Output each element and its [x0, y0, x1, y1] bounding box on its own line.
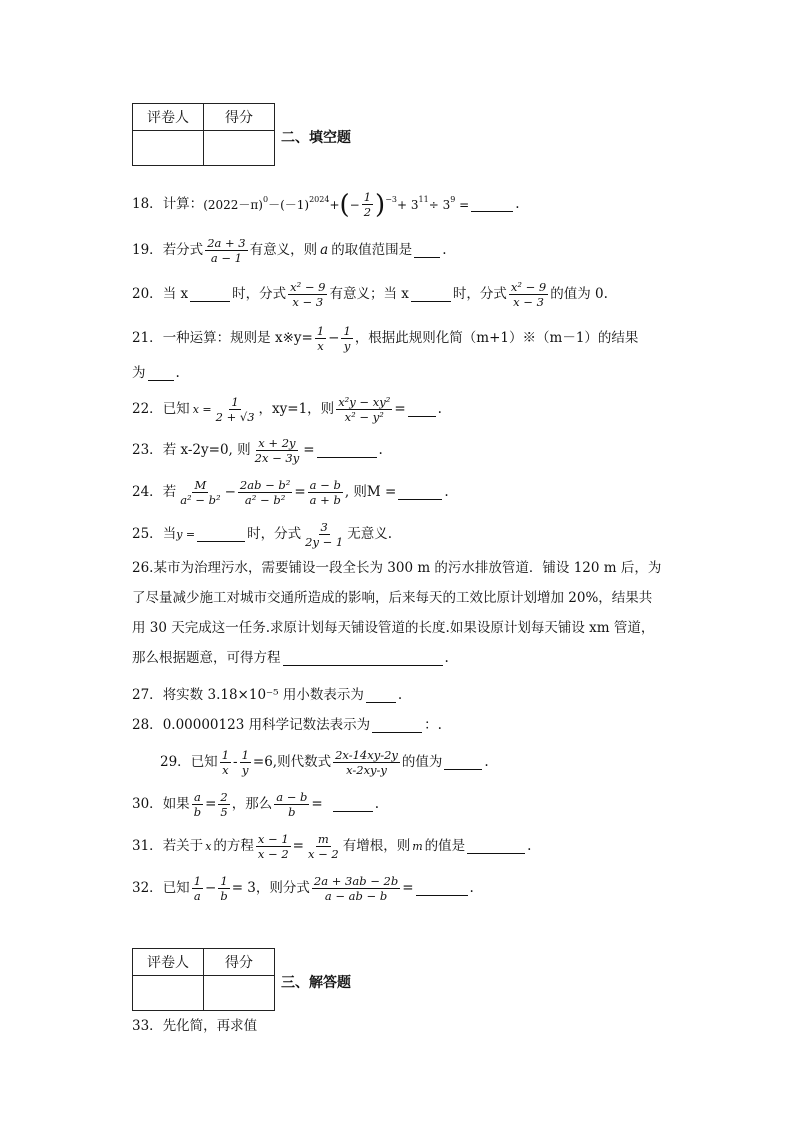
question-text: 一种运算：规则是 x※y=: [162, 330, 313, 347]
question-20: [132, 280, 608, 310]
variable: x: [205, 840, 212, 854]
question-number: 22．: [132, 401, 163, 418]
answer-blank-25[interactable]: [197, 527, 245, 542]
question-text: =: [311, 796, 323, 813]
question-31: 31． 若关于 x 的方程 $\frac{x - 1}{x - 2}$ = $\frac{m}{x - 2}$ 有增根，则 m 的值是 .: [132, 832, 532, 862]
q29-fraction-y: $\frac{1}{y}$: [241, 748, 249, 778]
q22-fraction-expr: [336, 395, 392, 425]
q31-fraction-a: [256, 832, 291, 862]
numerator: x − 1: [257, 832, 289, 846]
question-text: 的方程: [213, 838, 254, 855]
denominator: x − 2: [257, 847, 289, 862]
question-number: 24．: [132, 484, 163, 501]
denominator: x − 3: [513, 295, 544, 310]
question-text: 计算：: [162, 196, 204, 213]
numerator: 1: [343, 324, 351, 338]
denominator: x-2xy-y: [346, 763, 387, 778]
minus: -: [233, 754, 238, 771]
numerator: 2x-14xy-2y: [335, 748, 398, 762]
grader-cell[interactable]: [133, 131, 204, 166]
answer-blank-29[interactable]: [444, 755, 482, 770]
denominator: x: [317, 339, 324, 354]
question-text: 若 x-2y=0, 则: [162, 442, 251, 459]
numerator: a − b: [309, 478, 341, 492]
question-21-line2: 为 .: [132, 364, 180, 381]
question-23: 23． 若 x-2y=0, 则 $\frac{x + 2y}{2x - 3y}$ = .: [132, 436, 383, 466]
question-29: 29． 已知 $\frac{1}{x}$ - $\frac{1}{y}$ =6,则代数式 $\frac{2x-14xy-2y}{x-2xy-y}$ 的值为 .: [160, 748, 489, 778]
question-33: [132, 1020, 257, 1034]
question-text: , 则M =: [344, 484, 397, 501]
q24-fraction-b: [238, 478, 292, 508]
answer-blank-31[interactable]: [467, 839, 525, 854]
question-number: 29．: [160, 754, 191, 771]
question-text: 将实数 3.18×10⁻⁵ 用小数表示为: [162, 686, 364, 703]
question-number: 32．: [132, 880, 163, 897]
question-text: 时，分式: [232, 286, 287, 303]
answer-blank-23[interactable]: [317, 443, 377, 458]
variable: m: [412, 840, 423, 854]
numerator: x + 2y: [258, 436, 296, 450]
question-text: =: [303, 442, 315, 459]
answer-blank-28[interactable]: [372, 718, 422, 733]
question-text: ，xy=1，则: [258, 401, 335, 418]
question-text: 已知: [190, 754, 218, 771]
q25-fraction: [303, 520, 345, 550]
q32-fraction-a: $\frac{1}{a}$: [193, 874, 202, 904]
q29-fraction-expr: [333, 748, 400, 778]
q20-fraction-1: [288, 280, 327, 310]
question-text: 有增根，则: [342, 838, 411, 855]
denominator: 2 + √3: [215, 410, 255, 425]
numerator: 2a + 3ab − 2b: [313, 874, 399, 888]
denominator: b: [288, 805, 296, 820]
numerator: 1: [316, 324, 325, 338]
section-title-solve: 三、解答题: [281, 975, 351, 991]
q31-fraction-b: [306, 832, 341, 862]
question-number: 33．: [132, 1018, 163, 1034]
left-paren: (: [339, 189, 350, 220]
question-text: 0.00000123 用科学记数法表示为: [162, 716, 371, 733]
q24-fraction-a: [178, 478, 222, 508]
numerator: 1: [231, 395, 239, 409]
question-text: ，那么: [231, 796, 273, 813]
question-21: [132, 324, 638, 354]
q21-fraction-y: [341, 324, 352, 354]
question-19: 19． 若分式 $\frac{2a + 3}{a - 1}$ 有意义，则 a 的取值范围是 .: [132, 236, 447, 266]
question-text: =: [394, 401, 406, 418]
question-22: 22． 已知 x = $\frac{1}{2 + √3}$ ，xy=1，则 $\frac{\text{x²y − xy²}}{\text{x² − y²}}$ = .: [132, 395, 442, 425]
question-30: 30． 如果 $\frac{a}{b}$ = $\frac{2}{5}$ ，那么 $\frac{a - b}{b}$ = .: [132, 790, 379, 820]
question-text: 若关于: [162, 838, 204, 855]
answer-blank-30[interactable]: [333, 797, 373, 812]
question-18: 18． 计算： $(2022-\pi)^0-(-1)^{2024}+$ ( − $\frac{1}{2}$ ) $^{-3}+ 3^{11}\div 3^9$ = .: [132, 189, 520, 220]
question-text: 若分式: [162, 242, 204, 259]
q19-fraction: [205, 236, 247, 266]
right-paren: ): [375, 189, 386, 220]
q30-fraction-c: [274, 790, 309, 820]
numerator: x²y − xy²: [338, 395, 391, 409]
numerator: a − b: [276, 790, 308, 804]
q23-fraction: [253, 436, 302, 466]
q32-fraction-b: $\frac{1}{b}$: [220, 874, 228, 904]
q26-line-1: [132, 553, 668, 583]
q26-line-2: 了尽量减少施工对城市交通所造成的影响，后来每天的工效比原计划增加 20%，结果共: [132, 590, 653, 606]
numerator: 2: [220, 790, 228, 804]
q26-line-4: 那么根据题意，可得方程 .: [132, 650, 449, 666]
question-number: 28．: [132, 716, 163, 733]
q26-line-3: 用 30 天完成这一任务.求原计划每天铺设管道的长度.如果设原计划每天铺设 xm 管道，: [132, 620, 655, 636]
question-text: 若: [162, 484, 177, 501]
variable: y =: [176, 528, 196, 542]
question-number: 23．: [132, 442, 163, 459]
question-number: 27．: [132, 686, 163, 703]
denominator: x − 2: [307, 847, 339, 862]
denominator: b: [193, 805, 202, 820]
answer-blank-21[interactable]: [148, 366, 174, 381]
denominator: a + b: [309, 493, 341, 508]
question-text: =: [402, 880, 414, 897]
denominator: a² − b²: [180, 493, 221, 508]
question-28: 28． 0.00000123 用科学记数法表示为 ： .: [132, 716, 442, 733]
score-header: 得分: [204, 104, 275, 131]
question-text: 有意义；当 x: [329, 286, 409, 303]
question-text: ：: [424, 716, 438, 733]
denominator: x − 3: [292, 295, 324, 310]
equals: =: [294, 484, 306, 501]
answer-blank-18[interactable]: [471, 197, 513, 212]
q32-fraction-expr: [312, 874, 400, 904]
denominator: x² − y²: [344, 410, 384, 425]
answer-blank-24[interactable]: [398, 485, 442, 500]
question-number: 19．: [132, 242, 163, 259]
denominator: 5: [220, 805, 228, 820]
grader-cell[interactable]: [133, 976, 204, 1011]
numerator: 2ab − b²: [239, 478, 291, 492]
question-text: 的取值范围是: [331, 242, 413, 259]
variable: a: [320, 242, 329, 259]
question-text: 为: [132, 364, 146, 381]
score-table-section2: [132, 103, 275, 166]
score-table-section3: [132, 948, 275, 1011]
question-number: 21．: [132, 330, 163, 347]
fraction-half: $\frac{1}{2}$: [363, 190, 372, 220]
question-text: 先化简，再求值: [162, 1018, 258, 1034]
numerator: M: [194, 478, 207, 492]
q29-fraction-x: $\frac{1}{x}$: [221, 748, 230, 778]
question-text: 时，分式: [452, 286, 507, 303]
question-text: =6,则代数式: [252, 754, 332, 771]
question-number: 18．: [132, 196, 163, 213]
question-text: 无意义.: [347, 526, 392, 543]
q30-fraction-b: [218, 790, 229, 820]
question-text: 时，分式: [247, 526, 302, 543]
answer-blank-19[interactable]: [414, 243, 440, 258]
question-text: 当 x: [162, 286, 189, 303]
variable: x =: [192, 403, 212, 417]
q30-fraction-a: [192, 790, 203, 820]
question-number: 31．: [132, 838, 163, 855]
minus: −: [328, 330, 340, 347]
numerator: 2a + 3: [207, 236, 246, 250]
score-header: 得分: [204, 949, 275, 976]
minus: −: [224, 484, 236, 501]
numerator: x² − 9: [290, 280, 326, 294]
score-cell[interactable]: [204, 131, 275, 166]
question-text: 当: [162, 526, 177, 543]
denominator: 2x − 3y: [254, 451, 300, 466]
question-number: 20．: [132, 286, 163, 303]
question-text: 已知: [162, 880, 190, 897]
answer-blank-32[interactable]: [416, 881, 468, 896]
question-text: 某市为治理污水，需要铺设一段全长为 300 m 的污水排放管道．铺设 120 m 后，为: [153, 560, 662, 576]
score-cell[interactable]: [204, 976, 275, 1011]
denominator: y: [343, 339, 351, 354]
grader-header: 评卷人: [133, 949, 204, 976]
question-text: 有意义，则: [249, 242, 318, 259]
question-text: 的值为 0.: [550, 286, 608, 303]
question-27: 27． 将实数 3.18×10⁻⁵ 用小数表示为 .: [132, 686, 403, 703]
answer-blank-20b[interactable]: [411, 287, 451, 302]
question-text: 那么根据题意，可得方程: [132, 650, 281, 666]
question-25: [132, 520, 392, 550]
numerator: 3: [320, 520, 328, 534]
q24-fraction-c: [308, 478, 343, 508]
question-24: 24． 若 $\frac{M}{\text{a² − b²}}$ − $\frac{\text{2ab − b²}}{\text{a² − b²}}$ = $\frac{a - b}{a + b}$ , 则M = .: [132, 478, 449, 508]
numerator: m: [317, 832, 329, 846]
q22-fraction-x: [214, 395, 257, 425]
answer-blank-22[interactable]: [408, 402, 436, 417]
question-text: 已知: [162, 401, 190, 418]
question-text: = 3，则分式: [231, 880, 310, 897]
answer-blank-27[interactable]: [366, 688, 396, 703]
denominator: a − 1: [210, 251, 242, 266]
denominator: a − ab − b: [324, 889, 388, 904]
denominator: a² − b²: [244, 493, 286, 508]
question-text: 的值是: [424, 838, 466, 855]
denominator: 2y − 1: [305, 535, 344, 550]
q18-expression-tail: $^{-3}+ 3^{11}\div 3^9$ =: [385, 194, 470, 212]
q21-fraction-x: [315, 324, 326, 354]
minus: −: [349, 197, 360, 212]
numerator: x² − 9: [510, 280, 547, 294]
question-number: 26.: [132, 560, 154, 576]
numerator: a: [193, 790, 201, 804]
question-32: 32． 已知 $\frac{1}{a}$ − $\frac{1}{b}$ = 3，则分式 $\frac{2a + 3ab - 2b}{a - ab - b}$ = .: [132, 874, 474, 904]
grader-header: 评卷人: [133, 104, 204, 131]
answer-blank-20a[interactable]: [190, 287, 230, 302]
q20-fraction-2: [509, 280, 548, 310]
question-26: [132, 553, 668, 673]
section-title-fill-blank: 二、填空题: [281, 130, 351, 146]
answer-blank-26[interactable]: [283, 651, 443, 666]
minus: −: [205, 880, 217, 897]
question-number: 25．: [132, 526, 163, 543]
equals: =: [205, 796, 217, 813]
equals: =: [292, 838, 304, 855]
question-number: 30．: [132, 796, 163, 813]
question-text: 如果: [162, 796, 190, 813]
question-text: ，根据此规则化简（m+1）※（m－1）的结果: [354, 330, 639, 347]
q18-expression: $(2022-\pi)^0-(-1)^{2024}+$: [203, 194, 340, 212]
question-text: 的值为: [401, 754, 443, 771]
